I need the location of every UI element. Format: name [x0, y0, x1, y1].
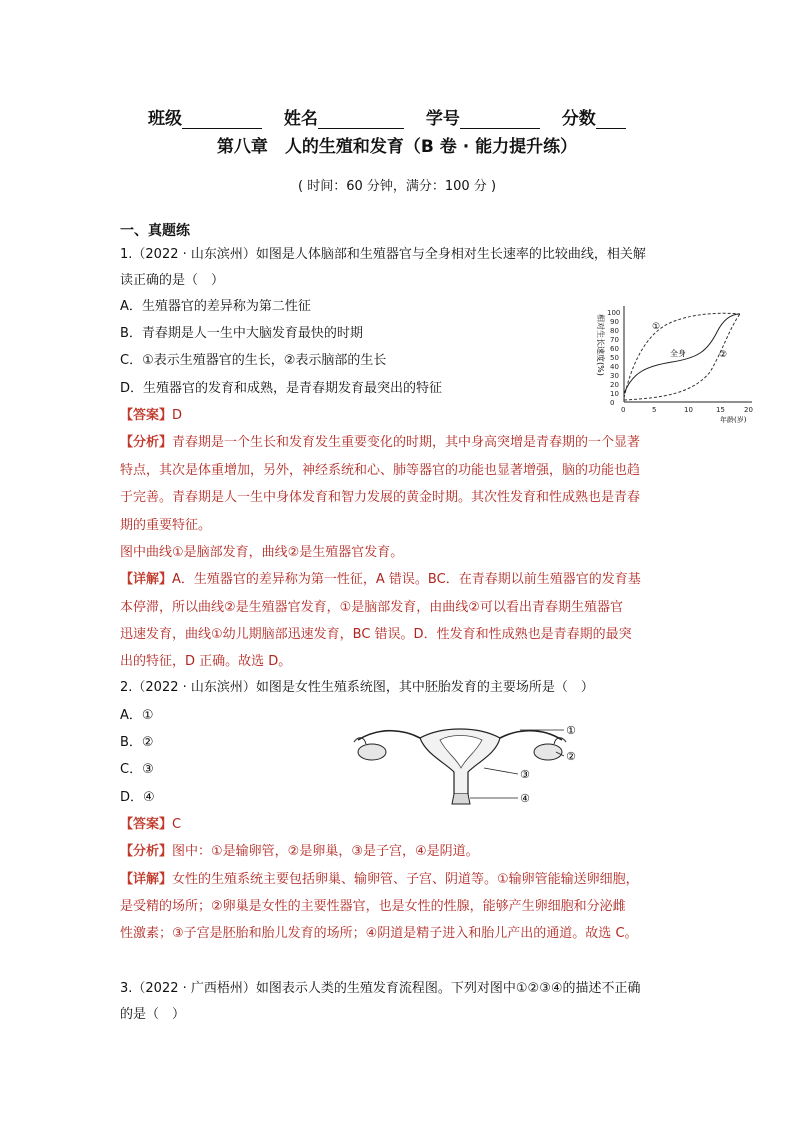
y-tick: 30 — [610, 372, 619, 380]
q1-analysis-line2: 特点，其次是体重增加，另外，神经系统和心、肺等器官的功能也显著增强，脑的功能也趋 — [120, 463, 641, 478]
q2-answer — [120, 811, 676, 839]
class-label: 班级 — [148, 109, 182, 129]
chart-ylabel: 相对生长速度(%) — [596, 314, 605, 376]
detail-text: A．生殖器官的差异称为第一性征，A 错误。BC．在青春期以前生殖器官的发育基 — [172, 572, 641, 587]
body-label: 全身 — [670, 349, 686, 358]
score-field[interactable] — [596, 112, 626, 129]
curve2-label: ② — [719, 350, 728, 360]
q1-analysis-line3: 于完善。青春期是人一生中身体发育和智力发展的黄金时期。其次性发育和性成熟也是青春 — [120, 490, 641, 505]
q2-option-a[interactable]: A．① — [120, 708, 154, 723]
label-2: ② — [566, 750, 576, 763]
x-tick: 10 — [684, 406, 693, 414]
q1-stem-line2: 读正确的是（ ） — [120, 273, 225, 288]
female-reproductive-diagram — [350, 722, 590, 806]
q1-analysis-line4: 期的重要特征。 — [120, 518, 212, 533]
answer-tag: 【答案】 — [120, 408, 173, 423]
growth-rate-chart — [592, 302, 788, 426]
q1-detail-line3: 迅速发育，曲线①幼儿期脑部迅速发育，BC 错误。D．性发育和性成熟也是青春期的最突 — [120, 627, 632, 642]
q1-option-d[interactable]: D．生殖器官的发育和成熟，是青春期发育最突出的特征 — [120, 381, 443, 396]
x-tick: 15 — [716, 406, 725, 414]
q1-detail-line1 — [120, 566, 676, 594]
y-tick: 60 — [610, 345, 619, 353]
answer-value: C — [172, 817, 182, 832]
class-field[interactable] — [182, 112, 262, 129]
q3-stem-line2: 的是（ ） — [120, 1007, 186, 1022]
q1-option-b[interactable]: B．青春期是人一生中大脑发育最快的时期 — [120, 326, 363, 341]
x-tick: 20 — [744, 406, 753, 414]
answer-tag: 【答案】 — [120, 817, 173, 832]
number-field[interactable] — [460, 112, 540, 129]
q2-stem: 2.（2022 · 山东滨州）如图是女性生殖系统图，其中胚胎发育的主要场所是（ ） — [120, 680, 594, 695]
q2-option-b[interactable]: B．② — [120, 735, 154, 750]
y-tick: 70 — [610, 336, 619, 344]
label-4: ④ — [520, 792, 530, 805]
q1-analysis-line5: 图中曲线①是脑部发育，曲线②是生殖器官发育。 — [120, 545, 404, 560]
q1-option-a[interactable]: A．生殖器官的差异称为第二性征 — [120, 299, 311, 314]
x-ticks — [621, 406, 753, 414]
y-tick: 80 — [610, 327, 619, 335]
number-label: 学号 — [425, 109, 460, 129]
q1-analysis-line1 — [120, 429, 676, 457]
student-info-row — [148, 104, 688, 129]
q1-option-c[interactable]: C．①表示生殖器官的生长，②表示脑部的生长 — [120, 353, 387, 368]
y-tick: 20 — [610, 381, 619, 389]
answer-value: D — [172, 408, 183, 423]
q2-detail-line2: 是受精的场所；②卵巢是女性的主要性器官，也是女性的性腺，能够产生卵细胞和分泌雌 — [120, 899, 626, 914]
y-tick: 50 — [610, 354, 619, 362]
y-tick: 90 — [610, 318, 619, 326]
name-label: 姓名 — [283, 109, 318, 129]
detail-text: 女性的生殖系统主要包括卵巢、输卵管、子宫、阴道等。①输卵管能输送卵细胞， — [172, 872, 639, 887]
analysis-text: 图中：①是输卵管，②是卵巢，③是子宫，④是阴道。 — [172, 844, 479, 859]
q1-detail-line4: 出的特征，D 正确。故选 D。 — [120, 654, 292, 669]
chart-xlabel: 年龄(岁) — [720, 416, 747, 424]
analysis-tag: 【分析】 — [120, 435, 173, 450]
q2-option-c[interactable]: C．③ — [120, 762, 154, 777]
detail-tag: 【详解】 — [120, 872, 173, 887]
y-tick: 0 — [610, 399, 615, 407]
analysis-text: 青春期是一个生长和发育发生重要变化的时期，其中身高突增是青春期的一个显著 — [172, 435, 641, 450]
analysis-tag: 【分析】 — [120, 844, 173, 859]
y-tick: 40 — [610, 363, 619, 371]
section-heading: 一、真题练 — [120, 223, 190, 239]
q1-detail-line2: 本停滞，所以曲线②是生殖器官发育，①是脑部发育，由曲线②可以看出青春期生殖器官 — [120, 600, 623, 615]
x-tick: 5 — [652, 406, 657, 414]
time-info: ( 时间：60 分钟，满分：100 分 ) — [297, 179, 497, 194]
label-1: ① — [566, 724, 576, 737]
detail-tag: 【详解】 — [120, 572, 173, 587]
score-label: 分数 — [561, 109, 596, 129]
x-tick: 0 — [621, 406, 626, 414]
q2-option-d[interactable]: D．④ — [120, 790, 155, 805]
curve1-label: ① — [652, 322, 661, 332]
q1-stem-line1: 1.（2022 · 山东滨州）如图是人体脑部和生殖器官与全身相对生长速率的比较曲线，相关解 — [120, 247, 646, 262]
q2-detail-line3: 性激素；③子宫是胚胎和胎儿发育的场所；④阴道是精子进入和胎儿产出的通道。故选 C。 — [120, 926, 638, 941]
y-ticks — [607, 309, 620, 407]
q2-detail-line1 — [120, 866, 676, 894]
page-title: 第八章 人的生殖和发育（B 卷 · 能力提升练） — [216, 137, 578, 157]
name-field[interactable] — [318, 112, 404, 129]
q3-stem-line1: 3.（2022 · 广西梧州）如图表示人类的生殖发育流程图。下列对图中①②③④的描述不正确 — [120, 981, 641, 996]
y-tick: 100 — [607, 309, 621, 317]
q2-analysis — [120, 838, 676, 866]
label-3: ③ — [520, 768, 530, 781]
y-tick: 10 — [610, 390, 619, 398]
